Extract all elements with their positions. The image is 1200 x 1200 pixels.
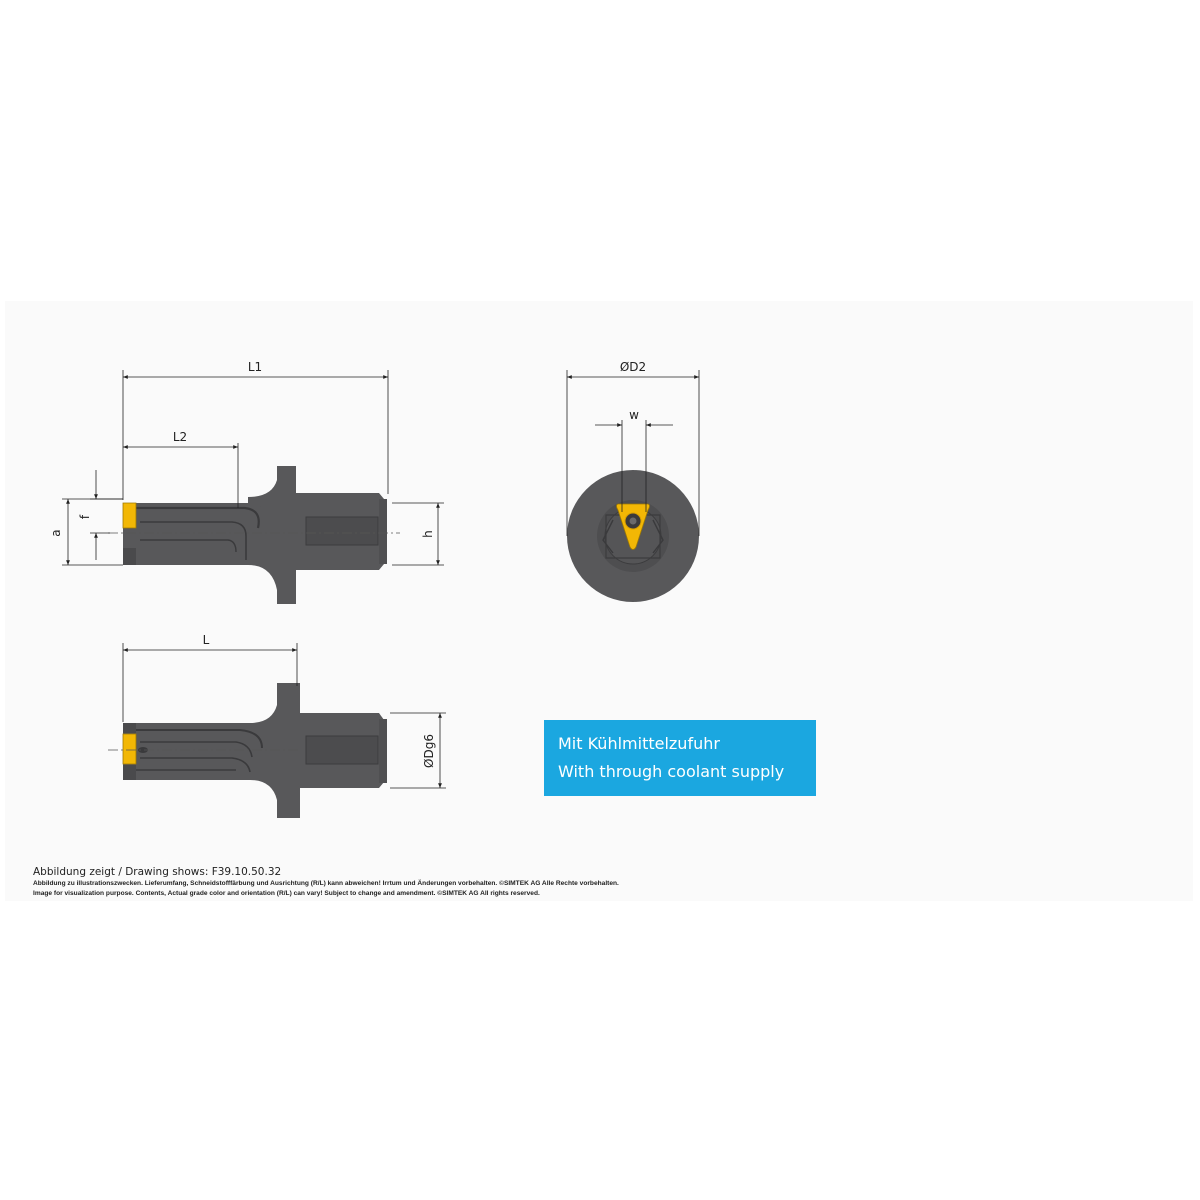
dim-D2: ØD2	[619, 360, 647, 374]
dim-h: h	[421, 530, 435, 538]
dim-a: a	[49, 529, 63, 537]
drawing-shows-label: Abbildung zeigt / Drawing shows: F39.10.50.32	[33, 866, 282, 878]
tool-side-view	[108, 466, 400, 604]
disclaimer-english: Image for visualization purpose. Contents, Actual grade color and orientation (R/L) can vary! Subject to change and amendment. ©SIMTEK AG All rights reserved.	[33, 890, 540, 897]
coolant-note-german: Mit Kühlmittelzufuhr	[558, 734, 720, 753]
dim-f: f	[78, 514, 92, 520]
coolant-note	[544, 720, 816, 796]
dim-w: w	[629, 408, 639, 422]
insert-side	[123, 503, 136, 528]
dim-L2: L2	[172, 430, 188, 444]
disclaimer-german: Abbildung zu illustrationszwecken. Lieferumfang, Schneidstofffärbung und Ausrichtung (R/L) kann abweichen! Irrtum und Änderungen vorbehalten. ©SIMTEK AG Alle Rechte vorbehalten.	[33, 880, 619, 887]
footer	[33, 865, 1173, 899]
dim-Dg6: ØDg6	[422, 734, 436, 768]
dim-L: L	[202, 633, 210, 647]
insert-top	[123, 734, 136, 764]
coolant-note-english: With through coolant supply	[558, 762, 785, 781]
dim-L1: L1	[247, 360, 263, 374]
tool-top-view	[108, 683, 387, 818]
tool-end-view	[567, 470, 699, 602]
